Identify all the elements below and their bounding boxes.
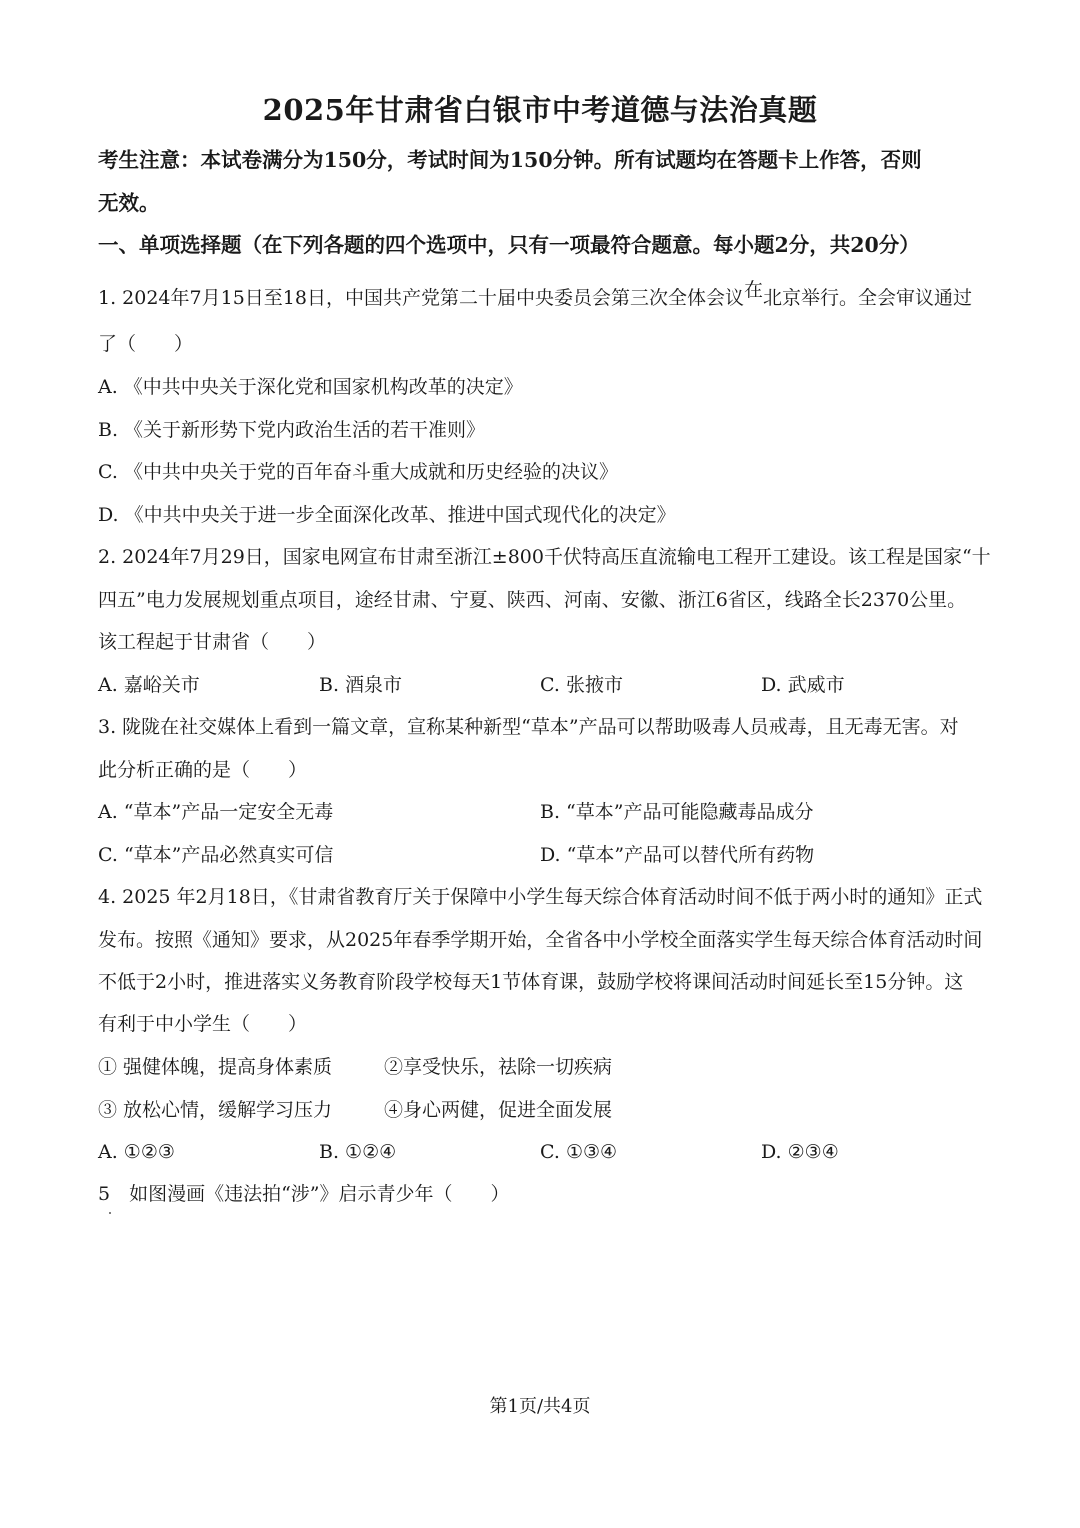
image-placeholder-dot <box>109 1212 111 1214</box>
q1-option-c: C. 《中共中央关于党的百年奋斗重大成就和历史经验的决议》 <box>98 461 618 483</box>
q2-option-d: D. 武威市 <box>761 674 845 696</box>
q4-statement-1: ① 强健体魄，提高身体素质 <box>98 1056 333 1078</box>
q2-option-b: B. 酒泉市 <box>319 674 403 696</box>
q1-stem-part2: 北京举行。全会审议通过 <box>762 287 972 309</box>
page-footer: 第1页/共4页 <box>489 1396 591 1417</box>
q2-option-a: A. 嘉峪关市 <box>98 674 200 696</box>
q4-option-b: B. ①②④ <box>319 1141 397 1163</box>
page-title: 2025年甘肃省白银市中考道德与法治真题 <box>262 93 818 127</box>
q4-stem-line-4: 有利于中小学生（ ） <box>98 1013 308 1035</box>
q4-option-a: A. ①②③ <box>98 1141 175 1163</box>
q3-option-b: B. “草本”产品可能隐藏毒品成分 <box>540 801 814 823</box>
q2-option-c: C. 张掖市 <box>540 674 623 696</box>
q4-option-c: C. ①③④ <box>540 1141 618 1163</box>
q1-stem-line-2: 了（ ） <box>98 333 194 355</box>
q2-stem-line-3: 该工程起于甘肃省（ ） <box>98 631 327 653</box>
q3-option-d: D. “草本”产品可以替代所有药物 <box>540 844 815 866</box>
q1-stem-line-1 <box>98 279 988 312</box>
q3-option-c: C. “草本”产品必然真实可信 <box>98 844 334 866</box>
q1-stem-raised-char: 在 <box>743 279 763 301</box>
q2-stem-line-2: 四五”电力发展规划重点项目，途经甘肃、宁夏、陕西、河南、安徽、浙江6省区，线路全长2370公里。 <box>98 589 967 611</box>
notice-line-2: 无效。 <box>98 191 160 215</box>
q4-statement-3: ③ 放松心情，缓解学习压力 <box>98 1099 333 1121</box>
q4-option-d: D. ②③④ <box>761 1141 839 1163</box>
q3-option-a: A. “草本”产品一定安全无毒 <box>98 801 334 823</box>
q2-stem-line-1: 2. 2024年7月29日，国家电网宣布甘肃至浙江±800千伏特高压直流输电工程开工建设。该工程是国家“十 <box>98 546 991 568</box>
notice-line-1: 考生注意：本试卷满分为150分，考试时间为150分钟。所有试题均在答题卡上作答，否则 <box>98 148 922 172</box>
q3-stem-line-1: 3. 陇陇在社交媒体上看到一篇文章，宣称某种新型“草本”产品可以帮助吸毒人员戒毒，且无毒无害。对 <box>98 716 959 738</box>
q4-statement-4: ④身心两健，促进全面发展 <box>384 1099 613 1121</box>
q5-stem-line-1: 5 如图漫画《违法拍“涉”》启示青少年（ ） <box>98 1183 510 1205</box>
q1-option-a: A. 《中共中央关于深化党和国家机构改革的决定》 <box>98 376 523 398</box>
q4-stem-line-3: 不低于2小时，推进落实义务教育阶段学校每天1节体育课，鼓励学校将课间活动时间延长至15分钟。这 <box>98 971 964 993</box>
q1-option-b: B. 《关于新形势下党内政治生活的若干准则》 <box>98 419 486 441</box>
q4-stem-line-1: 4. 2025 年2月18日，《甘肃省教育厅关于保障中小学生每天综合体育活动时间不低于两小时的通知》正式 <box>98 886 983 908</box>
section-heading: 一、单项选择题（在下列各题的四个选项中，只有一项最符合题意。每小题2分，共20分） <box>98 233 920 257</box>
q4-stem-line-2: 发布。按照《通知》要求，从2025年春季学期开始，全省各中小学校全面落实学生每天综合体育活动时间 <box>98 929 983 951</box>
q1-option-d: D. 《中共中央关于进一步全面深化改革、推进中国式现代化的决定》 <box>98 504 676 526</box>
q4-statement-2: ②享受快乐，祛除一切疾病 <box>384 1056 613 1078</box>
q3-stem-line-2: 此分析正确的是（ ） <box>98 759 308 781</box>
q1-stem-part1: 1. 2024年7月15日至18日，中国共产党第二十届中央委员会第三次全体会议 <box>98 287 744 309</box>
